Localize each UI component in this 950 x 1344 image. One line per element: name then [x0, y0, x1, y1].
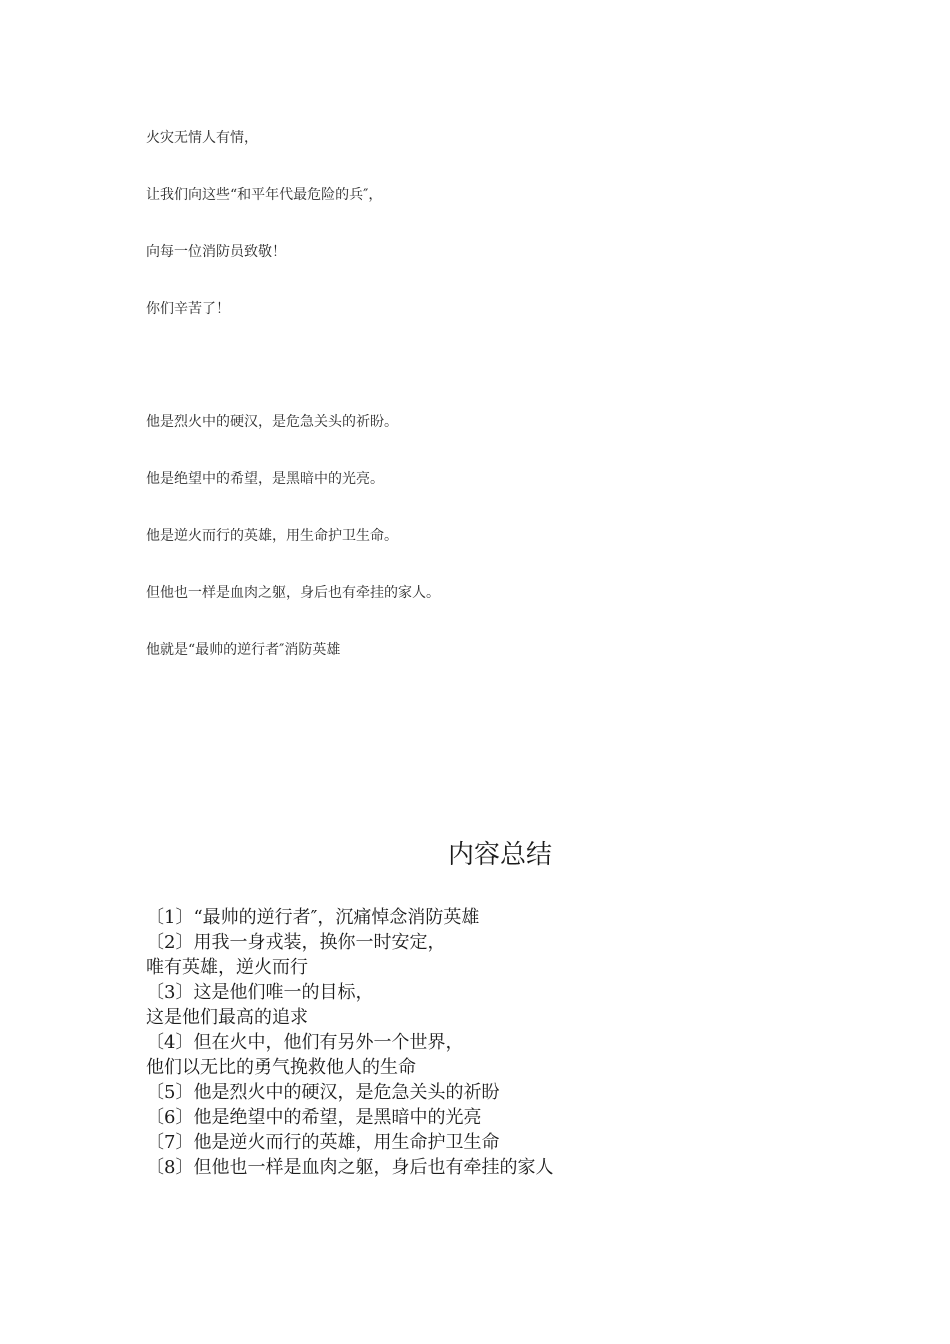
verse-line-4: 但他也一样是血肉之躯，身后也有牵挂的家人。	[146, 585, 440, 601]
summary-line: 〔6〕他是绝望中的希望，是黑暗中的光亮	[146, 1107, 482, 1128]
verse-line-1: 他是烈火中的硬汉，是危急关头的祈盼。	[146, 414, 398, 430]
verse-line-2: 他是绝望中的希望，是黑暗中的光亮。	[146, 471, 384, 487]
summary-line: 〔5〕他是烈火中的硬汉，是危急关头的祈盼	[146, 1082, 500, 1103]
verse-line-5: 他就是“最帅的逆行者″消防英雄	[146, 642, 341, 658]
summary-line: 〔8〕但他也一样是血肉之躯，身后也有牵挂的家人	[146, 1157, 554, 1178]
summary-title: 内容总结	[447, 840, 552, 870]
intro-line-4: 你们辛苦了！	[146, 301, 230, 317]
summary-line: 〔7〕他是逆火而行的英雄，用生命护卫生命	[146, 1132, 500, 1153]
verse-line-3: 他是逆火而行的英雄，用生命护卫生命。	[146, 528, 398, 544]
summary-line: 〔3〕这是他们唯一的目标，	[146, 982, 374, 1003]
summary-line: 〔4〕但在火中，他们有另外一个世界，	[146, 1032, 464, 1053]
summary-line: 唯有英雄，逆火而行	[146, 957, 308, 978]
intro-line-3: 向每一位消防员致敬！	[146, 244, 286, 260]
summary-line: 他们以无比的勇气挽救他人的生命	[146, 1057, 416, 1078]
intro-line-2: 让我们向这些“和平年代最危险的兵″，	[146, 187, 383, 203]
summary-line: 这是他们最高的追求	[146, 1007, 308, 1028]
summary-block	[146, 905, 846, 1180]
summary-line: 〔1〕“最帅的逆行者″，沉痛悼念消防英雄	[146, 907, 480, 928]
intro-line-1: 火灾无情人有情，	[146, 130, 258, 146]
summary-line: 〔2〕用我一身戎装，换你一时安定，	[146, 932, 446, 953]
